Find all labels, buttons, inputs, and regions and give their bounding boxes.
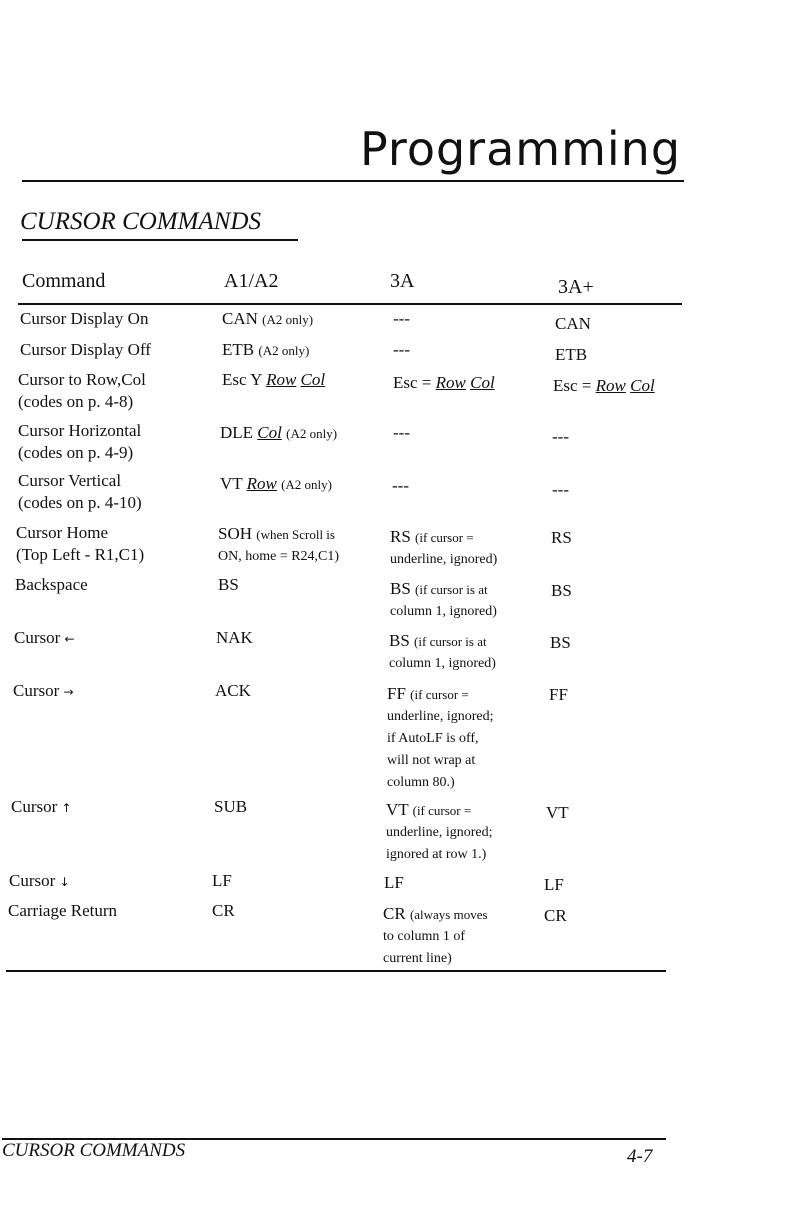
param-col: Col: [630, 376, 655, 395]
code-note: (when Scroll is: [256, 527, 335, 542]
code: CR: [383, 904, 406, 923]
command-subtext: (codes on p. 4-9): [18, 443, 134, 462]
code: Esc =: [553, 376, 592, 395]
table-row: [18, 420, 141, 464]
code-note: column 80.): [387, 775, 455, 790]
param-row: Row: [266, 370, 297, 389]
table-row: [14, 627, 75, 650]
3aplus-code: ETB: [555, 345, 588, 364]
table-row: [16, 522, 144, 566]
3a-code: [390, 526, 497, 571]
code-note: ignored at row 1.): [386, 847, 487, 862]
3a-code: [390, 578, 497, 623]
table-row: [15, 574, 88, 596]
page-number: 4-7: [627, 1146, 653, 1167]
code-note: ON, home = R24,C1): [218, 549, 340, 564]
code-note: (A2 only): [262, 312, 314, 327]
3a-code: ---: [393, 340, 410, 359]
code-note: underline, ignored;: [387, 709, 494, 724]
section-underline: [22, 239, 298, 241]
table-row: [18, 369, 146, 413]
table-bottom-rule: [6, 970, 666, 972]
a1a2-code: SUB: [214, 797, 248, 816]
code: CAN: [222, 309, 258, 328]
3aplus-code: LF: [544, 875, 564, 894]
a1a2-code: [220, 473, 332, 496]
a1a2-code: [220, 422, 337, 445]
3aplus-code: ---: [552, 427, 569, 446]
3aplus-code: BS: [551, 581, 572, 600]
3aplus-code: [553, 375, 655, 397]
command-subtext: (codes on p. 4-10): [18, 493, 142, 512]
table-row: [8, 900, 117, 922]
command-subtext: (Top Left - R1,C1): [16, 545, 145, 564]
code-note: column 1, ignored): [390, 604, 497, 619]
table-row: [13, 680, 74, 703]
code: VT: [220, 474, 243, 493]
a1a2-code: [222, 339, 309, 362]
code: FF: [387, 684, 406, 703]
code: ETB: [222, 340, 255, 359]
table-row: [11, 796, 72, 819]
table-row: [18, 470, 142, 514]
chapter-title: Programming: [360, 122, 682, 176]
3aplus-code: CAN: [555, 314, 591, 333]
3aplus-code: RS: [551, 528, 572, 547]
3aplus-code: ---: [552, 480, 569, 499]
table-row: [20, 308, 148, 330]
param-col: Col: [257, 423, 282, 442]
code-note: (if cursor =: [410, 687, 469, 702]
a1a2-code: CR: [212, 901, 235, 920]
code: BS: [389, 631, 410, 650]
command-label: Cursor Display Off: [20, 340, 151, 359]
header-rule: [22, 180, 684, 182]
footer-section-title: CURSOR COMMANDS: [2, 1140, 186, 1161]
arrow-left-icon: ←: [64, 632, 75, 646]
3a-code: [389, 630, 496, 675]
code-note: if AutoLF is off,: [387, 731, 479, 746]
param-row: Row: [435, 373, 466, 392]
code: Esc =: [393, 373, 432, 392]
code-note: (if cursor =: [412, 803, 472, 818]
a1a2-code: BS: [218, 575, 239, 594]
code: DLE: [220, 423, 254, 442]
a1a2-code: LF: [212, 871, 232, 890]
code-note: (A2 only): [286, 426, 338, 441]
command-label: Cursor Display On: [20, 309, 149, 328]
code: RS: [390, 527, 411, 546]
arrow-right-icon: →: [63, 685, 74, 699]
command-label: Cursor Home: [16, 523, 109, 542]
table-row: [9, 870, 70, 893]
code: VT: [386, 800, 409, 819]
table-header-rule: [18, 303, 682, 305]
code-note: underline, ignored): [390, 552, 498, 567]
3aplus-code: CR: [544, 906, 567, 925]
param-col: Col: [300, 370, 326, 389]
3a-code: LF: [384, 873, 404, 892]
3aplus-code: FF: [549, 685, 568, 704]
a1a2-code: [222, 308, 313, 331]
command-label: Cursor Vertical: [18, 471, 122, 490]
column-header-3a: 3A: [390, 270, 415, 292]
code: BS: [390, 579, 411, 598]
command-subtext: (codes on p. 4-8): [18, 392, 134, 411]
param-row: Row: [246, 474, 277, 493]
column-header-3aplus: 3A+: [558, 276, 594, 298]
command-label: Cursor: [14, 628, 61, 647]
section-title: CURSOR COMMANDS: [20, 208, 261, 235]
a1a2-code: [222, 369, 325, 391]
code-note: (if cursor is at: [415, 582, 488, 597]
code-note: (A2 only): [281, 477, 333, 492]
code-note: (if cursor is at: [414, 634, 487, 649]
code-note: will not wrap at: [387, 753, 476, 768]
3a-code: [393, 372, 495, 394]
code-note: underline, ignored;: [386, 825, 493, 840]
code-note: (always moves: [409, 907, 488, 922]
param-col: Col: [470, 373, 495, 392]
3a-code: [387, 683, 494, 794]
param-row: Row: [595, 376, 626, 395]
arrow-up-icon: ↑: [61, 801, 72, 815]
command-label: Carriage Return: [8, 901, 118, 920]
code-note: to column 1 of: [383, 929, 466, 944]
3aplus-code: VT: [546, 803, 569, 822]
3a-code: ---: [393, 309, 410, 328]
command-label: Cursor to Row,Col: [18, 370, 146, 389]
command-label: Backspace: [15, 575, 88, 594]
code-note: current line): [383, 951, 452, 966]
code-note: column 1, ignored): [389, 656, 496, 671]
command-label: Cursor Horizontal: [18, 421, 142, 440]
3aplus-code: BS: [550, 633, 571, 652]
column-header-a1a2: A1/A2: [224, 270, 279, 292]
command-label: Cursor: [13, 681, 60, 700]
3a-code: [386, 799, 493, 866]
3a-code: [383, 903, 488, 970]
command-label: Cursor: [9, 871, 56, 890]
a1a2-code: ACK: [215, 681, 251, 700]
code: Esc Y: [222, 370, 262, 389]
3a-code: ---: [393, 423, 410, 442]
code: SOH: [218, 524, 253, 543]
code-note: (A2 only): [258, 343, 310, 358]
arrow-down-icon: ↓: [59, 875, 70, 889]
a1a2-code: NAK: [216, 628, 253, 647]
a1a2-code: [218, 523, 339, 568]
column-header-command: Command: [22, 270, 106, 292]
code-note: (if cursor =: [415, 530, 474, 545]
table-row: [20, 339, 151, 361]
3a-code: ---: [392, 476, 409, 495]
command-label: Cursor: [11, 797, 58, 816]
